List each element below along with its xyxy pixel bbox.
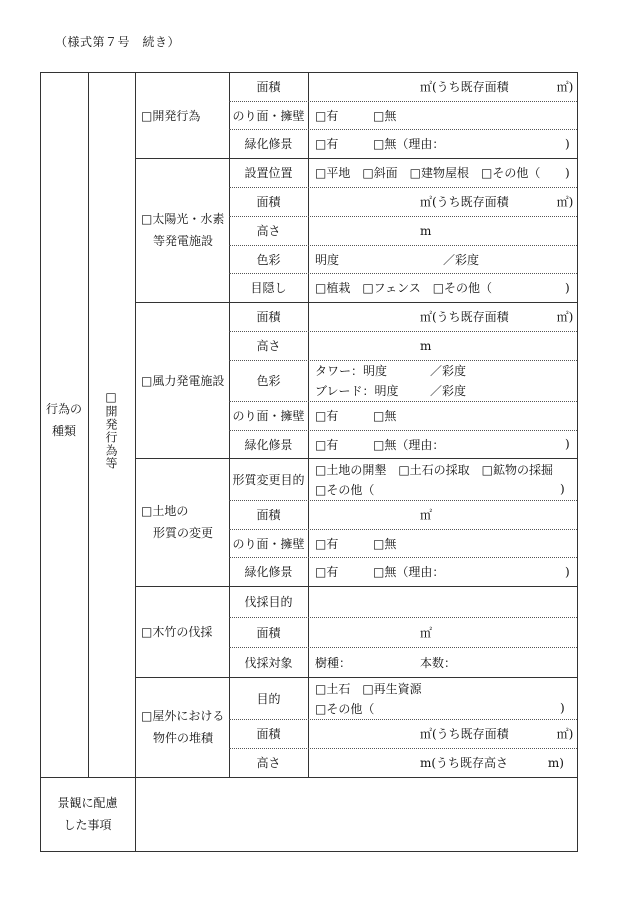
- development-category-label: □開発行為等: [104, 390, 118, 470]
- land-green-yes-checkbox[interactable]: □有: [315, 565, 339, 579]
- wind-green-no-checkbox[interactable]: □無（理由：: [373, 437, 445, 452]
- wind-green-label: 緑化修景: [244, 437, 293, 452]
- land-purpose-label: 形質変更目的: [232, 472, 305, 487]
- tree-count-field[interactable]: 本数：: [420, 655, 457, 670]
- tree-title-checkbox[interactable]: □木竹の伐採: [141, 625, 213, 639]
- land-title-line2: 形質の変更: [153, 526, 214, 540]
- tree-area-label: 面積: [256, 625, 281, 640]
- dev-green-no-checkbox[interactable]: □無（理由：: [373, 137, 445, 151]
- land-green-no-checkbox[interactable]: □無（理由：: [373, 565, 445, 579]
- tree-area-value[interactable]: ㎡: [420, 625, 433, 640]
- land-area-value[interactable]: ㎡: [420, 508, 433, 522]
- land-slope-no-checkbox[interactable]: □無: [373, 536, 397, 551]
- wind-slope-label: のり面・擁壁: [232, 409, 305, 423]
- wind-color-label: 色彩: [256, 374, 281, 388]
- outdoor-title-line1: □屋外における: [141, 709, 225, 723]
- land-area-label: 面積: [256, 508, 281, 522]
- solar-position-close: ): [565, 165, 570, 180]
- solar-screen-label: 目隠し: [250, 281, 287, 295]
- wind-slope-yes-checkbox[interactable]: □有: [315, 409, 339, 423]
- land-title-line1: □土地の: [141, 504, 189, 518]
- outdoor-height-value[interactable]: m(うち既存高さ m): [420, 756, 564, 770]
- act-type-label: [40, 380, 88, 460]
- development-category-checkbox[interactable]: [88, 385, 135, 475]
- outdoor-height-label: 高さ: [256, 756, 281, 770]
- dev-area-value[interactable]: ㎡(うち既存面積 ㎡): [420, 80, 574, 94]
- solar-height-value[interactable]: m: [420, 223, 432, 238]
- solar-area-label: 面積: [256, 195, 281, 209]
- wind-height-value[interactable]: m: [420, 338, 432, 353]
- wind-tower-saturation[interactable]: ／彩度: [430, 364, 467, 378]
- dev-slope-no-checkbox[interactable]: □無: [373, 108, 397, 123]
- tree-target-label: 伐採対象: [244, 655, 293, 670]
- dev-area-label: 面積: [256, 80, 281, 94]
- landscape-consideration-field[interactable]: [136, 778, 576, 850]
- act-type-label-line2: 種類: [51, 424, 76, 438]
- act-type-label-line1: 行為の: [45, 402, 82, 416]
- solar-screen-close: ): [565, 280, 570, 295]
- land-purpose-options[interactable]: □土地の開墾 □土石の採取 □鉱物の採掘: [315, 462, 554, 477]
- landscape-label-line1: 景観に配慮: [57, 796, 118, 810]
- land-green-label: 緑化修景: [244, 565, 293, 579]
- wind-blade-brightness[interactable]: ブレード：明度: [315, 383, 399, 398]
- tree-purpose-field[interactable]: [309, 587, 576, 616]
- wind-green-yes-checkbox[interactable]: □有: [315, 437, 339, 452]
- dev-slope-yes-checkbox[interactable]: □有: [315, 108, 339, 123]
- wind-height-label: 高さ: [256, 339, 281, 353]
- wind-slope-no-checkbox[interactable]: □無: [373, 409, 397, 423]
- outdoor-purpose-close: ): [560, 701, 565, 715]
- land-slope-label: のり面・擁壁: [232, 536, 305, 551]
- wind-area-label: 面積: [256, 310, 281, 324]
- wind-tower-brightness[interactable]: タワー：明度: [315, 364, 388, 378]
- outdoor-title-line2: 物件の堆積: [153, 731, 214, 745]
- solar-color-saturation[interactable]: ／彩度: [443, 252, 480, 267]
- page-header: （様式第７号 続き）: [55, 35, 181, 49]
- outdoor-purpose-label: 目的: [256, 691, 281, 706]
- land-slope-yes-checkbox[interactable]: □有: [315, 536, 339, 551]
- tree-purpose-label: 伐採目的: [244, 595, 293, 609]
- solar-area-value[interactable]: ㎡(うち既存面積 ㎡): [420, 195, 574, 209]
- wind-green-close: ): [565, 437, 570, 451]
- wind-blade-saturation[interactable]: ／彩度: [430, 383, 467, 398]
- landscape-consideration-label: [40, 777, 135, 851]
- dev-green-label: 緑化修景: [244, 137, 293, 151]
- dev-title-checkbox[interactable]: □開発行為: [141, 108, 201, 123]
- tree-species-field[interactable]: 樹種：: [315, 655, 352, 670]
- solar-title-line2: 等発電施設: [153, 234, 214, 248]
- wind-area-value[interactable]: ㎡(うち既存面積 ㎡): [420, 310, 574, 324]
- solar-position-label: 設置位置: [244, 166, 293, 180]
- outdoor-purpose-options[interactable]: □土石 □再生資源: [315, 681, 422, 696]
- land-purpose-close: ): [560, 482, 565, 496]
- outdoor-area-value[interactable]: ㎡(うち既存面積 ㎡): [420, 727, 574, 741]
- solar-title-checkbox[interactable]: [141, 158, 224, 302]
- landscape-label-line2: した事項: [63, 818, 112, 832]
- solar-screen-options[interactable]: □植栽 □フェンス □その他（: [315, 281, 493, 295]
- dev-green-yes-checkbox[interactable]: □有: [315, 137, 339, 151]
- solar-color-brightness[interactable]: 明度: [315, 252, 340, 267]
- solar-color-label: 色彩: [256, 252, 281, 267]
- land-title-checkbox[interactable]: [141, 458, 213, 586]
- solar-position-options[interactable]: □平地 □斜面 □建物屋根 □その他（: [315, 166, 541, 180]
- solar-title-line1: □太陽光・水素: [141, 212, 225, 226]
- outdoor-title-checkbox[interactable]: [141, 677, 224, 777]
- outdoor-purpose-other[interactable]: □その他（: [315, 701, 375, 716]
- dev-green-close: ): [565, 136, 570, 151]
- solar-height-label: 高さ: [256, 224, 281, 238]
- outdoor-area-label: 面積: [256, 727, 281, 741]
- land-green-close: ): [565, 564, 570, 579]
- land-purpose-other[interactable]: □その他（: [315, 482, 375, 497]
- wind-title-checkbox[interactable]: □風力発電施設: [141, 373, 225, 388]
- dev-slope-label: のり面・擁壁: [232, 108, 305, 123]
